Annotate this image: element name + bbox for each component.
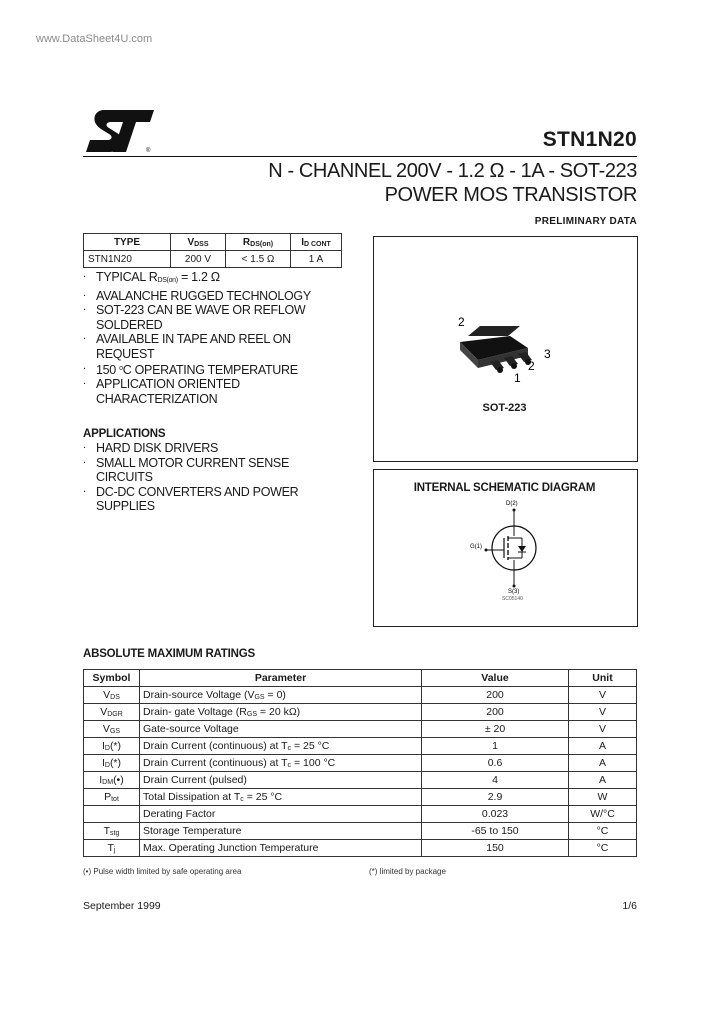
amr-row: [84, 823, 637, 840]
package-label: SOT-223: [482, 402, 527, 414]
subtitle-line-1: N - CHANNEL 200V - 1.2 Ω - 1A - SOT-223: [268, 160, 637, 182]
amr-unit: W: [569, 789, 637, 806]
amr-unit: A: [569, 755, 637, 772]
amr-row: [84, 840, 637, 857]
amr-value: 200: [422, 704, 569, 721]
feature-item-cont: REQUEST: [96, 346, 155, 361]
amr-symbol: IDM(•): [84, 772, 140, 789]
amr-row: [84, 772, 637, 789]
amr-parameter: Total Dissipation at Tc = 25 °C: [140, 789, 422, 806]
drain-label: D(2): [506, 501, 518, 507]
amr-value: ± 20: [422, 721, 569, 738]
spec-h-vdss: VDSS: [171, 234, 226, 251]
amr-parameter: Gate-source Voltage: [140, 721, 422, 738]
spec-h-type: TYPE: [84, 234, 171, 251]
spec-h-rds: RDS(on): [226, 234, 291, 251]
application-item: . DC-DC CONVERTERS AND POWER: [83, 485, 343, 500]
amr-value: 200: [422, 687, 569, 704]
gate-label: G(1): [470, 544, 482, 550]
application-item-cont: SUPPLIES: [96, 499, 155, 514]
spec-vdss: 200 V: [171, 251, 226, 268]
amr-heading: ABSOLUTE MAXIMUM RATINGS: [83, 648, 255, 660]
header-rule: [83, 156, 637, 157]
amr-value: 0.023: [422, 806, 569, 823]
source-label: S(3): [508, 589, 520, 595]
feature-item-cont: SOLDERED: [96, 317, 163, 332]
amr-symbol: VDS: [84, 687, 140, 704]
mosfet-schematic: [464, 496, 544, 606]
application-item: . HARD DISK DRIVERS: [83, 441, 343, 456]
amr-value: 0.6: [422, 755, 569, 772]
st-logo: [84, 108, 156, 154]
subtitle-line-2: POWER MOS TRANSISTOR: [384, 184, 637, 206]
amr-h-parameter: Parameter: [140, 670, 422, 687]
amr-unit: V: [569, 704, 637, 721]
amr-value: 4: [422, 772, 569, 789]
amr-parameter: Storage Temperature: [140, 823, 422, 840]
amr-symbol: [84, 806, 140, 823]
amr-row: [84, 789, 637, 806]
spec-id: 1 A: [291, 251, 342, 268]
amr-symbol: VDGR: [84, 704, 140, 721]
amr-parameter: Derating Factor: [140, 806, 422, 823]
amr-symbol: VGS: [84, 721, 140, 738]
amr-row: [84, 721, 637, 738]
page-number: 1/6: [622, 900, 637, 912]
spec-header-row: [84, 234, 342, 251]
amr-body: [84, 687, 637, 857]
amr-symbol: ID(*): [84, 738, 140, 755]
amr-parameter: Drain Current (pulsed): [140, 772, 422, 789]
amr-unit: °C: [569, 823, 637, 840]
amr-row: [84, 755, 637, 772]
features-list: [83, 270, 343, 406]
pin-label: 3: [544, 347, 551, 361]
amr-h-value: Value: [422, 670, 569, 687]
schematic-title: INTERNAL SCHEMATIC DIAGRAM: [413, 482, 596, 494]
application-item: . SMALL MOTOR CURRENT SENSE: [83, 456, 343, 471]
feature-item: . APPLICATION ORIENTED: [83, 377, 343, 392]
amr-parameter: Max. Operating Junction Temperature: [140, 840, 422, 857]
amr-parameter: Drain Current (continuous) at Tc = 25 °C: [140, 738, 422, 755]
spec-type: STN1N20: [84, 251, 171, 268]
feature-item: . 150 $^o$C OPERATING TEMPERATURE: [83, 362, 343, 378]
spec-h-id: ID CONT: [291, 234, 342, 251]
amr-parameter: Drain-source Voltage (VGS = 0): [140, 687, 422, 704]
absolute-max-ratings-table: [83, 669, 637, 857]
amr-symbol: Tj: [84, 840, 140, 857]
feature-item: . AVAILABLE IN TAPE AND REEL ON: [83, 332, 343, 347]
pin-label: 2: [528, 359, 535, 373]
feature-item-cont: CHARACTERIZATION: [96, 391, 218, 406]
feature-item: . SOT-223 CAN BE WAVE OR REFLOW: [83, 303, 343, 318]
spec-row: [84, 251, 342, 268]
amr-unit: A: [569, 772, 637, 789]
amr-h-unit: Unit: [569, 670, 637, 687]
pin-label: 1: [514, 371, 521, 385]
amr-row: [84, 687, 637, 704]
amr-parameter: Drain- gate Voltage (RGS = 20 kΩ): [140, 704, 422, 721]
registered-mark: ®: [146, 148, 151, 154]
feature-item: . AVALANCHE RUGGED TECHNOLOGY: [83, 289, 343, 304]
amr-unit: W/°C: [569, 806, 637, 823]
amr-unit: V: [569, 687, 637, 704]
amr-row: [84, 704, 637, 721]
footnote-left: (•) Pulse width limited by safe operating area: [83, 867, 242, 876]
amr-unit: A: [569, 738, 637, 755]
amr-value: 2.9: [422, 789, 569, 806]
part-number: STN1N20: [542, 128, 637, 151]
amr-symbol: Tstg: [84, 823, 140, 840]
preliminary-label: PRELIMINARY DATA: [534, 216, 637, 227]
applications-list: [83, 441, 343, 514]
amr-row: [84, 738, 637, 755]
amr-unit: V: [569, 721, 637, 738]
issue-date: September 1999: [83, 900, 161, 912]
application-item-cont: CIRCUITS: [96, 470, 153, 485]
amr-value: 1: [422, 738, 569, 755]
footnote-right: (*) limited by package: [369, 867, 446, 876]
watermark-text: www.DataSheet4U.com: [36, 33, 153, 45]
sot223-package-drawing: [450, 308, 560, 388]
amr-header-row: [84, 670, 637, 687]
amr-value: -65 to 150: [422, 823, 569, 840]
feature-item: . TYPICAL RDS(on) = 1.2 Ω: [83, 270, 343, 289]
schematic-code: SC05140: [502, 596, 523, 602]
applications-heading: APPLICATIONS: [83, 428, 166, 440]
amr-symbol: Ptot: [84, 789, 140, 806]
spec-rds: < 1.5 Ω: [226, 251, 291, 268]
amr-h-symbol: Symbol: [84, 670, 140, 687]
pin-label: 2: [458, 315, 465, 329]
amr-unit: °C: [569, 840, 637, 857]
amr-symbol: ID(*): [84, 755, 140, 772]
amr-value: 150: [422, 840, 569, 857]
amr-row: [84, 806, 637, 823]
amr-parameter: Drain Current (continuous) at Tc = 100 °C: [140, 755, 422, 772]
spec-summary-table: [83, 233, 342, 268]
